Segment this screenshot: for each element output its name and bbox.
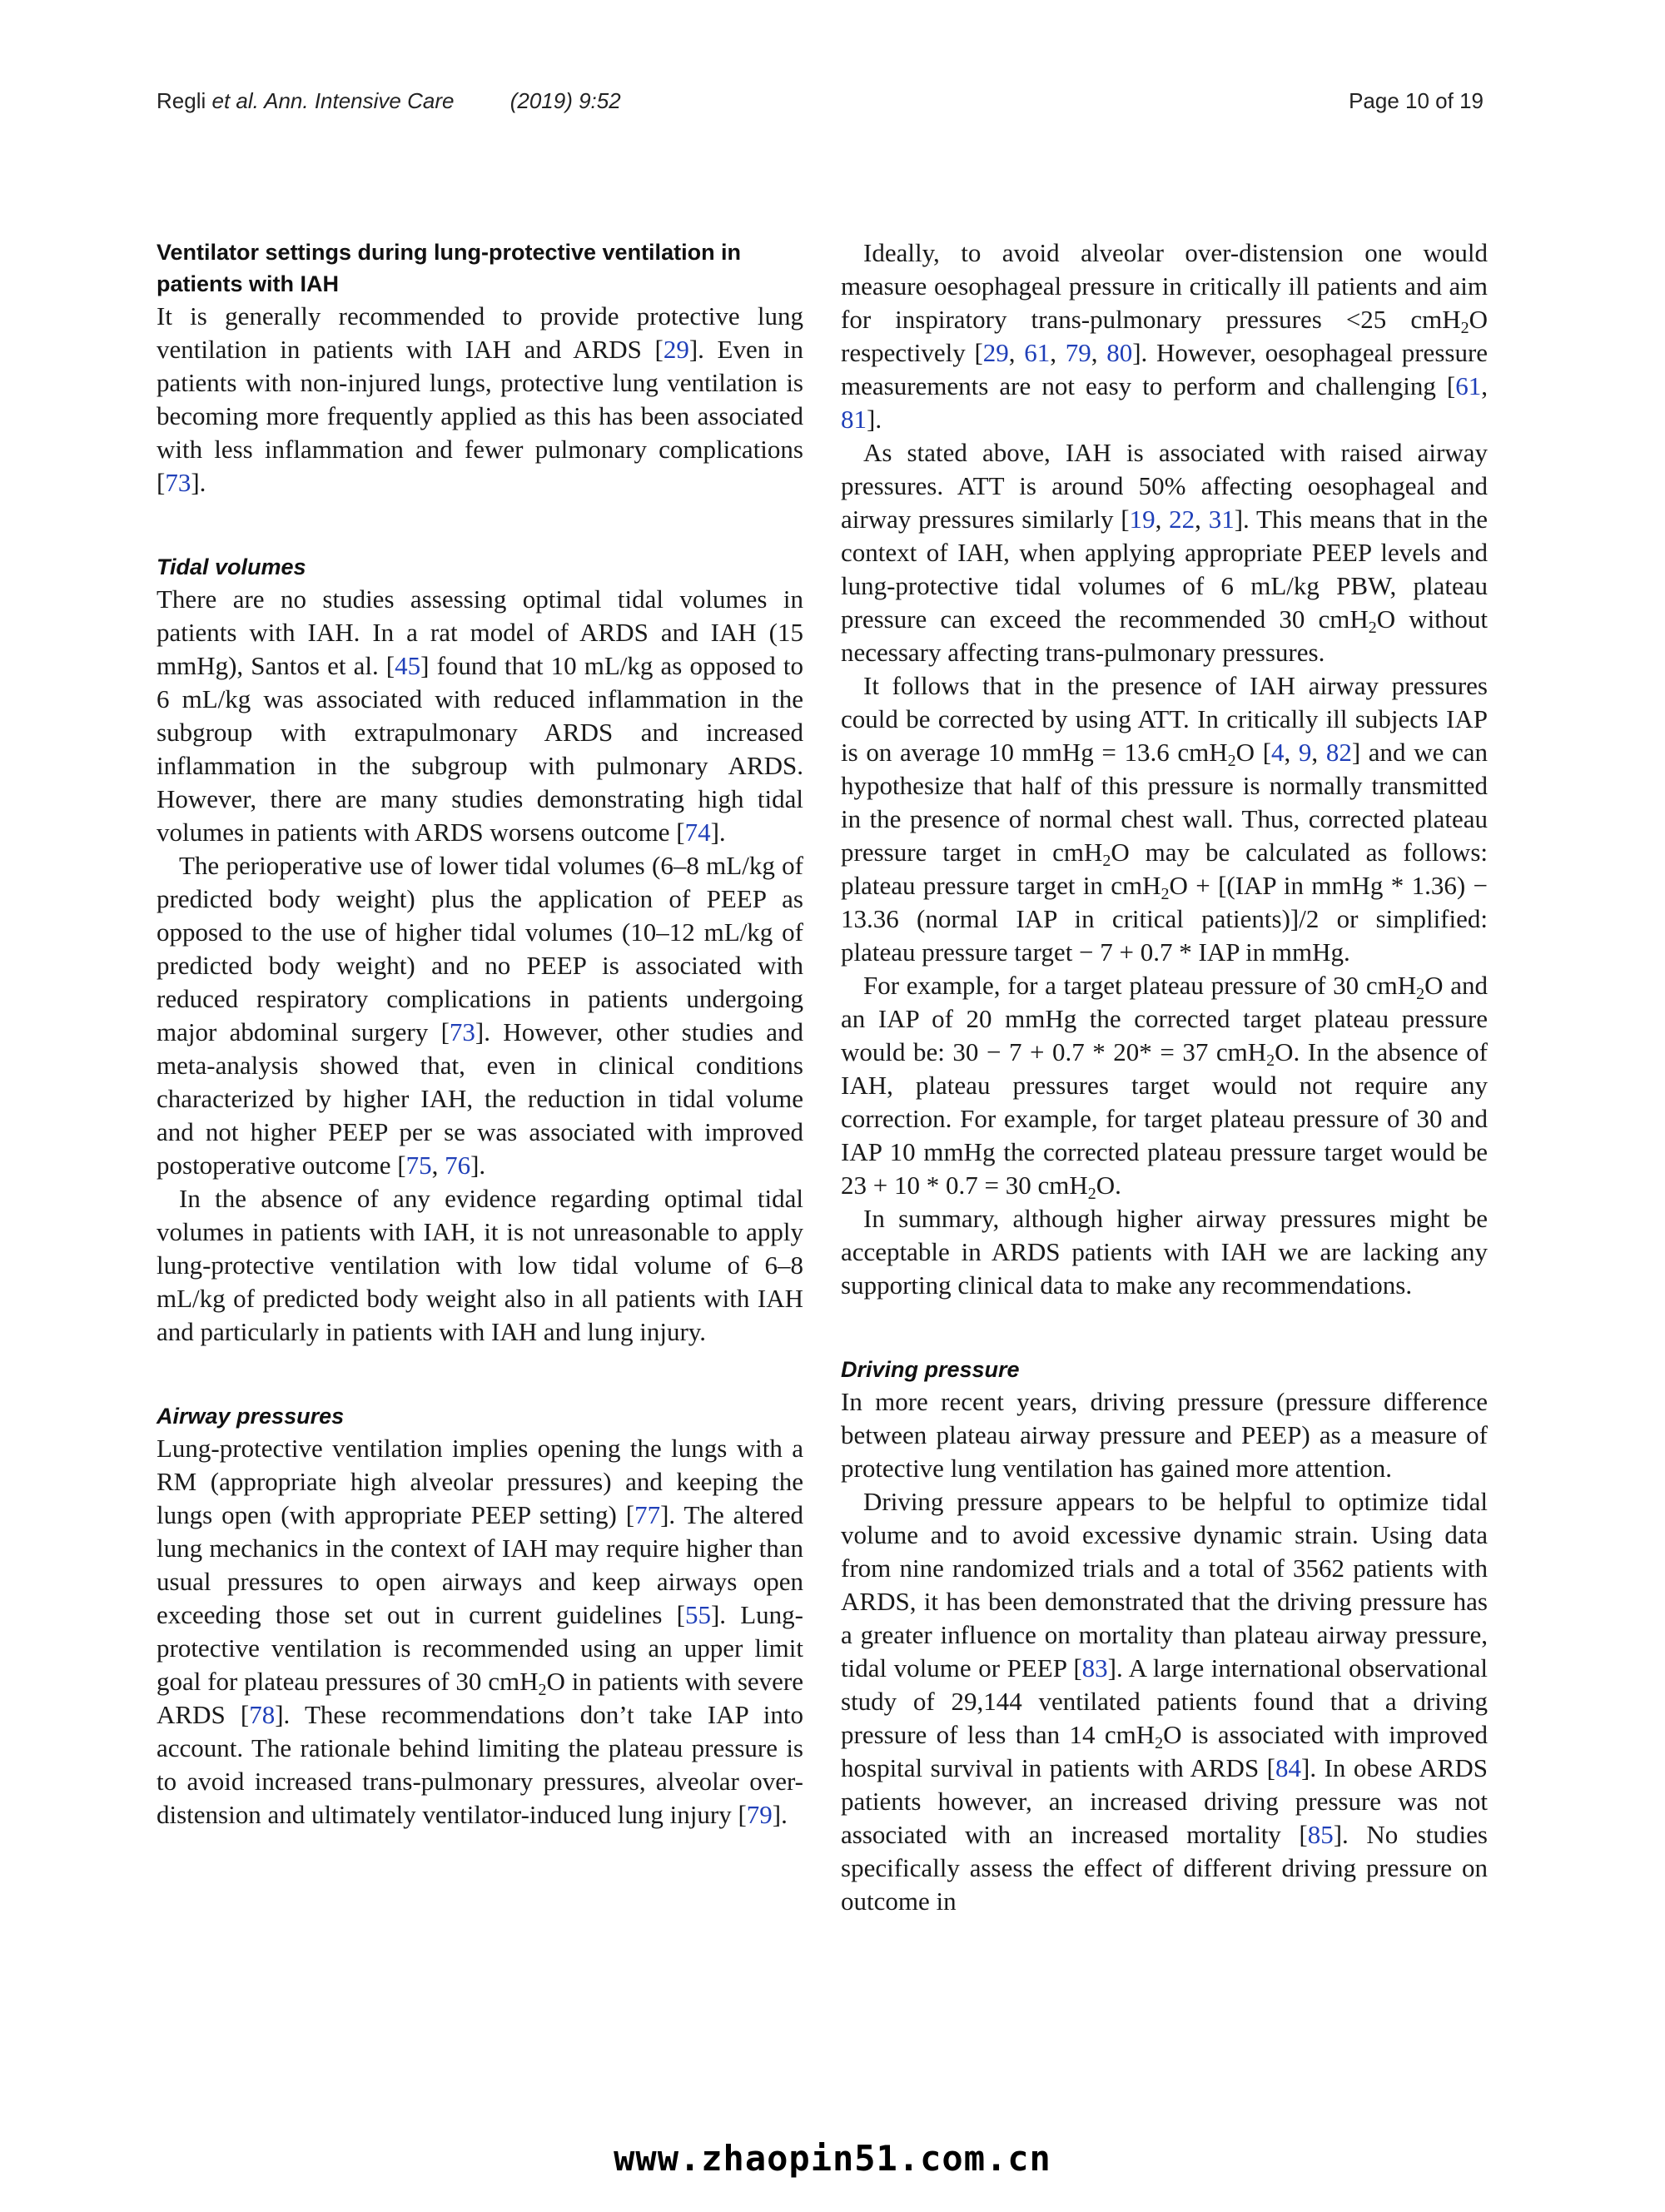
citation-link[interactable]: 85 bbox=[1307, 1820, 1334, 1849]
tidal-paragraph-2: The perioperative use of lower tidal volumes (6–8 mL/kg of predicted body weight) plus the application of PEEP as opposed to the use of higher tidal volumes (10–12 mL/kg of predicted body weight) and no PEEP is associated with reduced respiratory complications in patients undergoing major abdominal surgery [73]. However, other studies and meta-analysis showed that, even in clinical conditions characterized by higher IAH, the reduction in tidal volume and not higher PEEP per se was associated with improved postoperative outcome [75, 76]. bbox=[157, 851, 804, 1180]
citation-link[interactable]: 76 bbox=[445, 1151, 471, 1180]
right-paragraph-4: For example, for a target plateau pressure of 30 cmH$_2$O and an IAP of 20 mmHg the corrected target plateau pressure would be: 30 − 7 + 0.7 * 20* = 37 cmH$_2$O. In the absence of IAH, plateau pressures target would not require any correction. For example, for target plateau pressure of 30 and IAP 10 mmHg the corrected plateau pressure target would be 23 + 10 * 0.7 = 30 cmH$_2$O. bbox=[841, 971, 1488, 1203]
citation-link[interactable]: 55 bbox=[684, 1600, 711, 1629]
running-header bbox=[157, 88, 621, 114]
airway-pressures-heading: Airway pressures bbox=[157, 1404, 345, 1429]
right-paragraph-3: It follows that in the presence of IAH airway pressures could be corrected by using ATT. In critically ill subjects IAP is on average 10 mmHg = 13.6 cmH$_2$O [4, 9, 82] and we can hypothesize that half of this pressure is normally transmitted in the presence of normal chest wall. Thus, corrected plateau pressure target in cmH$_2$O may be calculated as follows: plateau pressure target in cmH$_2$O + [(IAP in mmHg * 1.36) − 13.36 (normal IAP in critical patients)]/2 or simplified: plateau pressure target − 7 + 0.7 * IAP in mmHg. bbox=[841, 671, 1489, 967]
citation-link[interactable]: 82 bbox=[1325, 738, 1352, 767]
citation-link[interactable]: 29 bbox=[663, 335, 689, 364]
header-year: (2019) 9:52 bbox=[509, 88, 621, 113]
citation-link[interactable]: 78 bbox=[249, 1700, 276, 1729]
citation-link[interactable]: 84 bbox=[1275, 1753, 1302, 1782]
intro-paragraph: It is generally recommended to provide protective lung ventilation in patients with IAH and ARDS [29]. Even in patients with non-injured lungs, protective lung ventilation is becoming more frequently applied as this has been associated with less inflammation and fewer pulmonary complications [73]. bbox=[157, 301, 803, 497]
airway-paragraph-1: Lung-protective ventilation implies opening the lungs with a RM (appropriate high alveolar pressures) and keeping the lungs open (with appropriate PEEP setting) [77]. The altered lung mechanics in the context of IAH may require higher than usual pressures to open airways and keep airways open exceeding those set out in current guidelines [55]. Lung-protective ventilation is recommended using an upper limit goal for plateau pressures of 30 cmH$_2$O in patients with severe ARDS [78]. These recommendations don’t take IAP into account. The rationale behind limiting the plateau pressure is to avoid increased trans-pulmonary pressures, alveolar over-distension and ultimately ventilator-induced lung injury [79]. bbox=[157, 1434, 803, 1829]
citation-link[interactable]: 22 bbox=[1169, 505, 1195, 534]
header-authors: Regli bbox=[157, 88, 206, 113]
citation-link[interactable]: 77 bbox=[634, 1500, 661, 1529]
citation-link[interactable]: 19 bbox=[1129, 505, 1156, 534]
citation-link[interactable]: 81 bbox=[841, 405, 867, 434]
citation-link[interactable]: 75 bbox=[405, 1151, 432, 1180]
citation-link[interactable]: 80 bbox=[1106, 338, 1133, 367]
tidal-paragraph-1: There are no studies assessing optimal tidal volumes in patients with IAH. In a rat model of ARDS and IAH (15 mmHg), Santos et al. [45] found that 10 mL/kg as opposed to 6 mL/kg was associated with reduced inflammation in the subgroup with extrapulmonary ARDS and increased inflammation in the subgroup with pulmonary ARDS. However, there are many studies demonstrating high tidal volumes in patients with ARDS worsens outcome [74]. bbox=[157, 584, 803, 847]
page-number: Page 10 of 19 bbox=[1349, 88, 1484, 113]
right-paragraph-2: As stated above, IAH is associated with raised airway pressures. ATT is around 50% affecting oesophageal and airway pressures similarly [19, 22, 31]. This means that in the context of IAH, when applying appropriate PEEP levels and lung-protective tidal volumes of 6 mL/kg PBW, plateau pressure can exceed the recommended 30 cmH$_2$O without necessary affecting trans-pulmonary pressures. bbox=[841, 438, 1488, 667]
right-paragraph-1: Ideally, to avoid alveolar over-distension one would measure oesophageal pressure in critically ill patients and aim for inspiratory trans-pulmonary pressures <25 cmH$_2$O respectively [29, 61, 79, 80]. However, oesophageal pressure measurements are not easy to perform and challenging [61, 81]. bbox=[841, 238, 1489, 434]
citation-link[interactable]: 4 bbox=[1271, 738, 1285, 767]
header-journal: et al. Ann. Intensive Care bbox=[211, 88, 455, 113]
tidal-volumes-heading: Tidal volumes bbox=[157, 554, 306, 579]
citation-link[interactable]: 61 bbox=[1455, 371, 1482, 400]
citation-link[interactable]: 29 bbox=[982, 338, 1009, 367]
citation-link[interactable]: 79 bbox=[1065, 338, 1091, 367]
tidal-paragraph-3: In the absence of any evidence regarding optimal tidal volumes in patients with IAH, it is not unreasonable to apply lung-protective ventilation with low tidal volume of 6–8 mL/kg of predicted body weight also in all patients with IAH and particularly in patients with IAH and lung injury. bbox=[157, 1184, 803, 1346]
driving-paragraph-1: In more recent years, driving pressure (pressure difference between plateau airway pressure and PEEP) as a measure of protective lung ventilation has gained more attention. bbox=[841, 1387, 1488, 1483]
driving-paragraph-2: Driving pressure appears to be helpful to optimize tidal volume and to avoid excessive dynamic strain. Using data from nine randomized trials and a total of 3562 patients with ARDS, it has been demonstrated that the driving pressure has a greater influence on mortality than plateau airway pressure, tidal volume or PEEP [83]. A large international observational study of 29,144 ventilated patients found that a driving pressure of less than 14 cmH$_2$O is associated with improved hospital survival in patients with ARDS [84]. In obese ARDS patients however, an increased driving pressure was not associated with an increased mortality [85]. No studies specifically assess the effect of different driving pressure on outcome in bbox=[841, 1487, 1489, 1916]
driving-pressure-heading: Driving pressure bbox=[841, 1357, 1020, 1382]
right-column bbox=[841, 236, 1488, 1918]
citation-link[interactable]: 79 bbox=[746, 1800, 773, 1829]
citation-link[interactable]: 9 bbox=[1298, 738, 1312, 767]
citation-link[interactable]: 31 bbox=[1208, 505, 1235, 534]
citation-link[interactable]: 73 bbox=[449, 1017, 475, 1046]
watermark-footer: www.zhaopin51.com.cn bbox=[614, 2138, 1051, 2179]
citation-link[interactable]: 45 bbox=[395, 651, 421, 680]
section-title: Ventilator settings during lung-protective ventilation in patients with IAH bbox=[157, 240, 742, 296]
citation-link[interactable]: 74 bbox=[684, 818, 711, 847]
citation-link[interactable]: 73 bbox=[165, 468, 191, 497]
citation-link[interactable]: 61 bbox=[1024, 338, 1051, 367]
left-column bbox=[157, 236, 803, 1832]
citation-link[interactable]: 83 bbox=[1081, 1653, 1108, 1683]
right-paragraph-5: In summary, although higher airway pressures might be acceptable in ARDS patients with IAH we are lacking any supporting clinical data to make any recommendations. bbox=[841, 1204, 1488, 1300]
